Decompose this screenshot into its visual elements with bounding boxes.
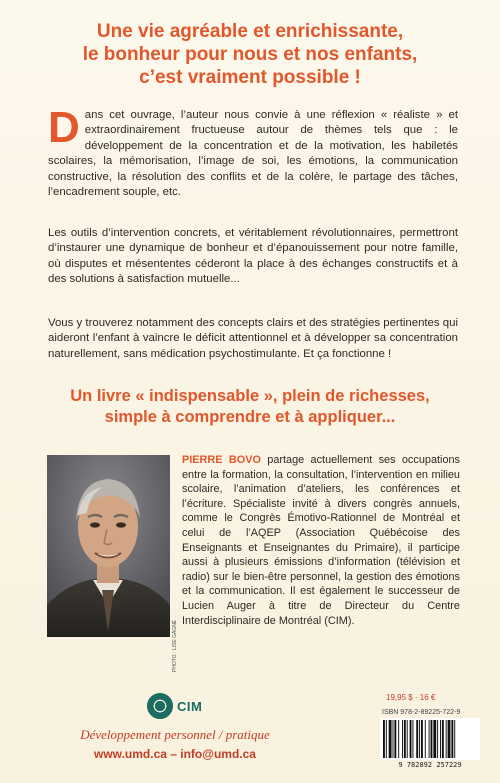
- logo-text: CIM: [177, 698, 203, 714]
- mid-headline-line-1: Un livre « indispensable », plein de richesses,: [70, 387, 430, 405]
- author-bio-text: partage actuellement ses occupations entre la formation, la consultation, l’intervention en milieu scolaire, l’animation d’ateliers, les conférences et l’écriture. Spécialiste invité à divers congrès annuels, comme le Congrès Émotivo-Rationnel de Montréal et celui de l’AQEP (Association Québécoise des Enseignants et Enseignantes du Primaire), il participe aussi à plusieurs émissions d’information (télévision et radio) sur le bien-être personnel, la gestion des émotions et la communication. Il est également le successeur de Lucien Auger à titre de Directeur du Centre Interdisciplinaire de Montréal (CIM).: [182, 454, 460, 627]
- author-bio: [182, 453, 460, 628]
- paragraph-3: Vous y trouverez notamment des concepts clairs et des stratégies pertinentes qui aideront l’enfant à vaincre le déficit attentionnel et à développer sa concentration naturellement, sans médication psychostimulante. Et ça fonctionne !: [48, 317, 458, 360]
- author-photo: [47, 455, 170, 637]
- paragraph-2: Les outils d’intervention concrets, et véritablement révolutionnaires, permettront d’instaurer une dynamique de bonheur et d’épanouissement pour notre famille, où disputes et mésententes céderont la place à des échanges constructifs et à des solutions à satisfaction mutuelle...: [48, 227, 458, 286]
- barcode-icon: [380, 718, 480, 760]
- author-name: PIERRE BOVO: [182, 454, 261, 466]
- mid-headline: [20, 386, 480, 428]
- isbn: ISBN 978-2-89225-722-9: [382, 709, 461, 716]
- headline: [20, 20, 480, 89]
- mid-headline-line-2: simple à comprendre et à appliquer...: [104, 408, 396, 426]
- headline-line-1: Une vie agréable et enrichissante,: [96, 21, 404, 42]
- barcode: [380, 718, 480, 760]
- collection-name: Développement personnel / pratique: [80, 727, 270, 742]
- photo-credit: PHOTO : LISE GAGNÉ: [172, 619, 178, 672]
- barcode-number: 9 782892 257229: [398, 761, 462, 769]
- cim-logo-icon: [147, 693, 173, 719]
- headline-line-3: c’est vraiment possible !: [139, 67, 361, 88]
- drop-cap: D: [48, 103, 80, 152]
- price: 19,95 $ · 16 €: [386, 693, 436, 702]
- intro-paragraph: [48, 103, 458, 200]
- intro-text: ans cet ouvrage, l’auteur nous convie à une réflexion « réaliste » et extraordinairement fructueuse autour de thèmes tels que : le développement de la concentration et de la motivation, les habiletés scolaires, la mémorisation, l’image de soi, les émotions, la communication constructive, la résolution des conflits et de la colère, le partage des tâches, l’encadrement souple, etc.: [48, 109, 458, 199]
- author-portrait-illustration: [47, 455, 170, 637]
- headline-line-2: le bonheur pour nous et nos enfants,: [82, 44, 418, 65]
- publisher-logo: [147, 690, 207, 722]
- publisher-contact: www.umd.ca – info@umd.ca: [94, 747, 256, 761]
